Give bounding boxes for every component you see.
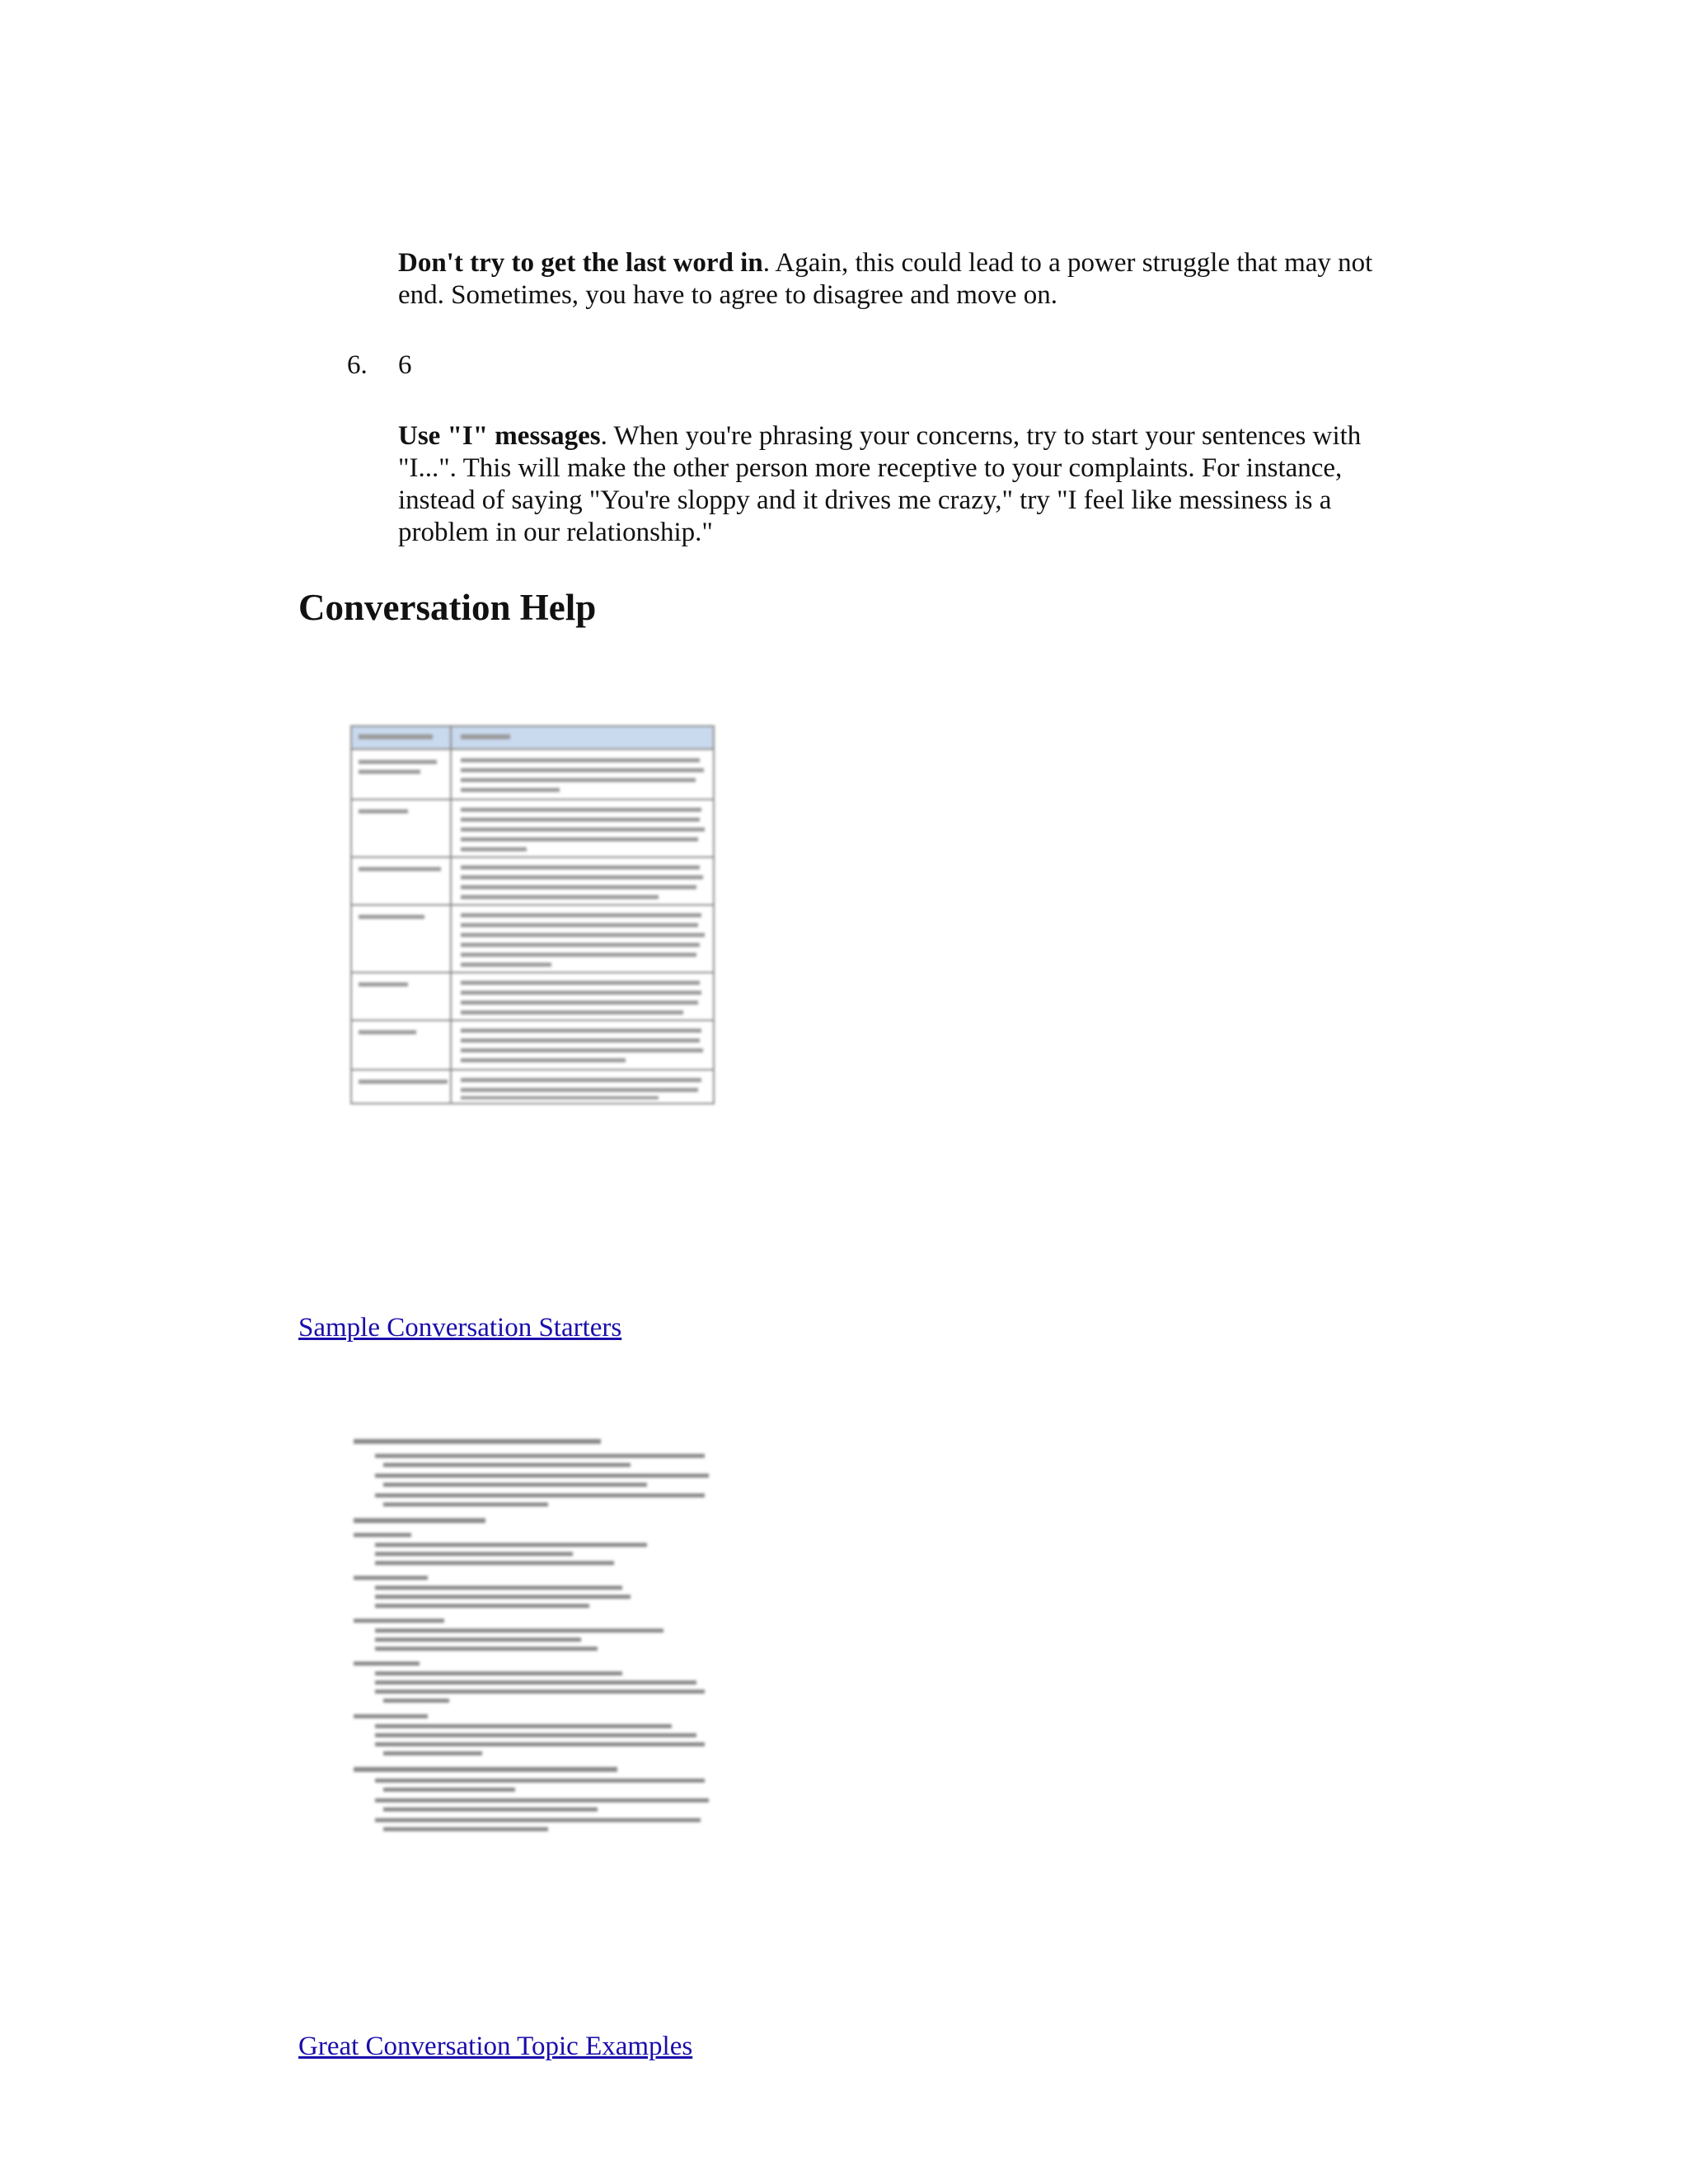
item-5-paragraph: [398, 247, 1412, 312]
item-5-bold: Don't try to get the last word in: [398, 248, 763, 278]
item-6-text: . When you're phrasing your concerns, try to start your sentences with "I...". This will make the other person more receptive to your complaints. For instance, instead of saying "You're sloppy and it drives me crazy," try "I feel like messiness is a problem in our relationship.": [398, 421, 1362, 547]
item-6-bold: Use "I" messages: [398, 421, 601, 451]
section-heading: Conversation Help: [298, 587, 597, 628]
great-conversation-topic-examples-link[interactable]: Great Conversation Topic Examples: [298, 2032, 693, 2061]
sample-conversation-starters-link[interactable]: Sample Conversation Starters: [298, 1313, 622, 1343]
list-item-6-value: 6: [398, 350, 412, 380]
conversation-starters-thumbnail[interactable]: [350, 1434, 715, 1879]
item-6-paragraph: [398, 420, 1412, 549]
item-5-text: . Again, this could lead to a power struggle that may not end. Sometimes, you have to agree to disagree and move on.: [398, 248, 1373, 310]
list-number-6: 6.: [347, 350, 368, 380]
conversation-table-thumbnail[interactable]: [350, 725, 715, 1104]
